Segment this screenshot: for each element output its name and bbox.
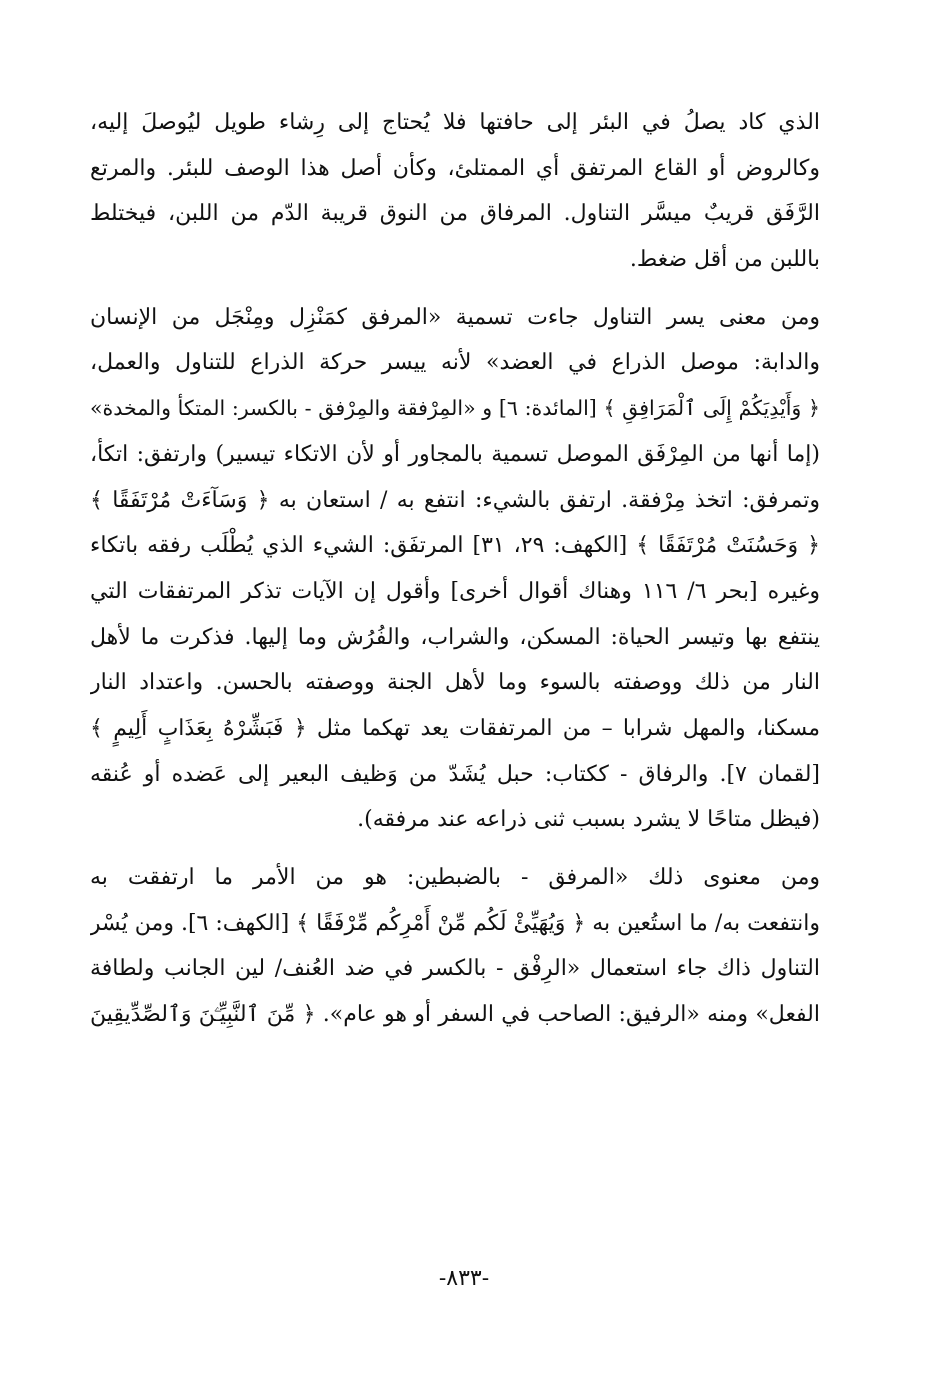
text-line: النار من ذلك ووصفته بالسوء وما لأهل الجنة ووصفته بالحسن. واعتداد النار — [90, 670, 820, 696]
text-line: وانتفعت به/ ما استُعين به ﴿ وَيُهَيِّئْ لَكُم مِّنْ أَمْرِكُم مِّرْفَقًا ﴾ [الكهف: ٦]. ومن يُسْر — [90, 910, 820, 936]
text-line: (إما أنها من المِرْفَق الموصل تسمية بالمجاور أو لأن الاتكاء تيسير) وارتفق: اتكأ، — [90, 441, 820, 467]
text-line: الرَّفَق قريبٌ ميسَّر التناول. المرفاق من النوق قريبة الدّم من اللبن، فيختلط — [90, 201, 820, 227]
text-line: مسكنا، والمهل شرابا – من المرتفقات يعد تهكما مثل ﴿ فَبَشِّرْهُ بِعَذَابٍ أَلِيمٍ ﴾ — [90, 715, 820, 741]
text-line: والدابة: موصل الذراع في العضد» لأنه ييسر حركة الذراع للتناول والعمل، — [90, 350, 820, 376]
text-line: [لقمان ٧]. والرفاق - ككتاب: حبل يُشَدّ من وَظيف البعير إلى عَضده أو عُنقه — [90, 761, 820, 787]
text-line: الفعل» ومنه «الرفيق: الصاحب في السفر أو هو عام». ﴿ مِّنَ ٱلنَّبِيِّـۧنَ وَٱلصِّدِّيقِينَ — [90, 1002, 820, 1028]
paragraph-2 — [90, 295, 820, 843]
text-line: ينتفع بها وتيسر الحياة: المسكن، والشراب، والفُرُش وما إليها. فذكرت ما لأهل — [90, 624, 820, 650]
paragraph-gap — [90, 283, 820, 295]
text-line: باللبن من أقل ضغط. — [629, 247, 820, 273]
paragraph-1 — [90, 100, 820, 283]
text-line: وغيره [بحر ٦/ ١١٦ وهناك أقوال أخرى] وأقول إن الآيات تذكر المرتفقات التي — [90, 578, 820, 604]
page-number: -٨٣٣- — [438, 1266, 490, 1291]
text-line: (فيظل متاحًا لا يشرد بسبب ثنى ذراعه عند مرفقه). — [357, 807, 820, 833]
paragraph-3 — [90, 855, 820, 1038]
text-line: وكالروض أو القاع المرتفق أي الممتلئ، وكأن أصل هذا الوصف للبئر. والمرتع — [90, 155, 820, 181]
text-line: الذي كاد يصلُ في البئر إلى حافتها فلا يُحتاج إلى رِشاء طويل ليُوصلَ إليه، — [90, 110, 820, 135]
paragraph-gap — [90, 843, 820, 855]
text-line: وتمرفق: اتخذ مِرْفقة. ارتفق بالشيء: انتفع به / استعان به ﴿ وَسَآءَتْ مُرْتَفَقًا ﴾ — [90, 487, 820, 513]
page-body — [90, 100, 820, 1038]
text-line: ومن معنوى ذلك «المرفق - بالضبطين: هو من الأمر ما ارتفقت به — [90, 865, 820, 890]
text-line: التناول ذاك جاء استعمال «الرِفْق - بالكسر في ضد العُنف/ لين الجانب ولطافة — [90, 956, 820, 982]
text-line: ﴿ وَحَسُنَتْ مُرْتَفَقًا ﴾ [الكهف: ٢٩، ٣١] المرتفَق: الشيء الذي يُطْلَب رفقه باتكاء — [90, 533, 820, 559]
text-line: ﴿ وَأَيْدِيَكُمْ إِلَى ٱلْمَرَافِقِ ﴾ [المائدة: ٦] و «المِرْفقة والمِرْفق - بالكسر: المتكأ والمخدة» — [90, 396, 820, 421]
text-line: ومن معنى يسر التناول جاءت تسمية «المرفق كمَنْزِل ومِنْجَل من الإنسان — [90, 304, 820, 330]
